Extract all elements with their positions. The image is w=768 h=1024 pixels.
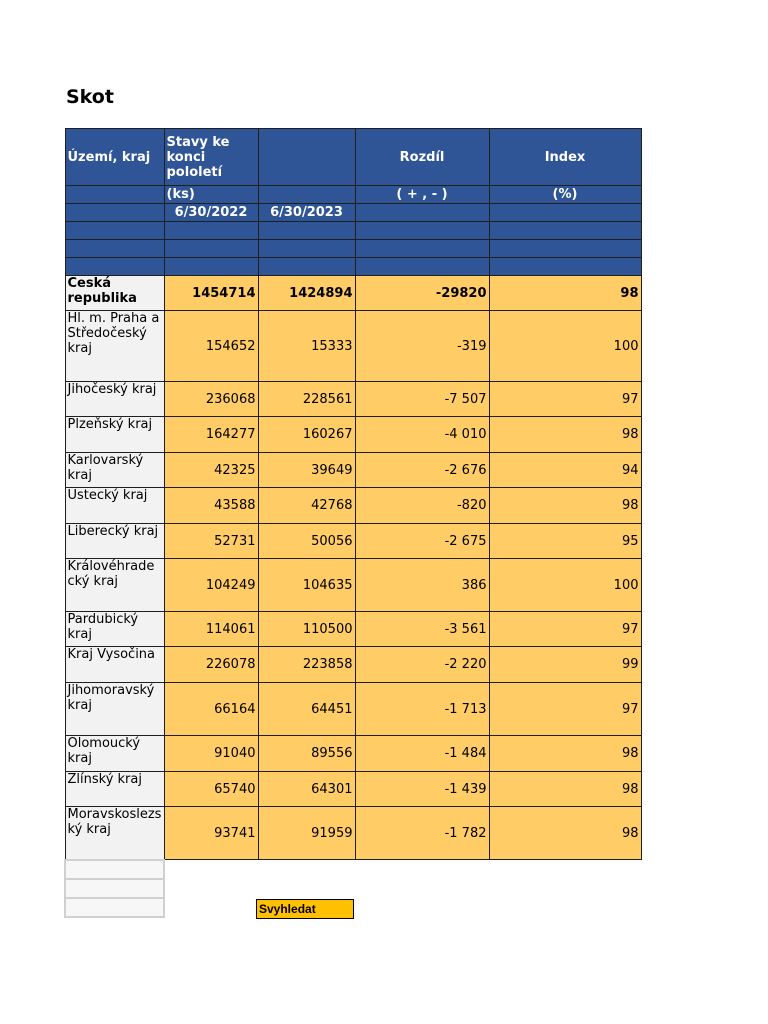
search-button[interactable]: Svyhledat <box>256 899 354 919</box>
cell-index: 98 <box>489 488 641 524</box>
cell-diff: -1 484 <box>355 736 489 772</box>
header-index: Index <box>489 129 641 186</box>
header-dates-row <box>65 204 641 222</box>
table-row <box>65 612 641 647</box>
table-row <box>65 453 641 488</box>
row-name: Jihomoravský kraj <box>65 683 164 736</box>
cell-index: 100 <box>489 311 641 382</box>
header-territory: Území, kraj <box>65 129 164 186</box>
cell-index: 98 <box>489 417 641 453</box>
header-empty <box>258 129 355 186</box>
empty-row <box>65 879 641 898</box>
cell-2023: 91959 <box>258 807 355 860</box>
cell-2022: 226078 <box>164 647 258 683</box>
header-stock: Stavy ke konci pololetí <box>164 129 258 186</box>
header-units-row <box>65 186 641 204</box>
header-unit-diff: ( + , - ) <box>355 186 489 204</box>
row-name: Královéhradecký kraj <box>65 559 164 612</box>
table-row <box>65 683 641 736</box>
header-spacer-row <box>65 222 641 240</box>
cell-2023: 110500 <box>258 612 355 647</box>
cell-2022: 164277 <box>164 417 258 453</box>
cell-index: 98 <box>489 276 641 311</box>
cell-2023: 223858 <box>258 647 355 683</box>
table-row <box>65 382 641 417</box>
cell-2022: 93741 <box>164 807 258 860</box>
table-row <box>65 559 641 612</box>
row-name: Zlínský kraj <box>65 772 164 807</box>
empty-row <box>65 860 641 879</box>
header-spacer-row <box>65 258 641 276</box>
row-name: Kraj Vysočina <box>65 647 164 683</box>
cell-2023: 64451 <box>258 683 355 736</box>
cell-2022: 42325 <box>164 453 258 488</box>
row-name: Karlovarský kraj <box>65 453 164 488</box>
cell-index: 99 <box>489 647 641 683</box>
table-row <box>65 276 641 311</box>
cell-diff: -2 220 <box>355 647 489 683</box>
empty-cell[interactable] <box>65 879 164 898</box>
cell-diff: -1 782 <box>355 807 489 860</box>
cell-diff: -319 <box>355 311 489 382</box>
cell-diff: -29820 <box>355 276 489 311</box>
cell-2022: 104249 <box>164 559 258 612</box>
row-name: Liberecký kraj <box>65 524 164 559</box>
table-row <box>65 647 641 683</box>
row-name: Ústecký kraj <box>65 488 164 524</box>
livestock-table <box>64 128 642 918</box>
cell-diff: -7 507 <box>355 382 489 417</box>
cell-2022: 114061 <box>164 612 258 647</box>
cell-diff: 386 <box>355 559 489 612</box>
table-row <box>65 417 641 453</box>
row-name: Moravskoslezský kraj <box>65 807 164 860</box>
cell-index: 98 <box>489 807 641 860</box>
header-row <box>65 129 641 186</box>
page-title: Skot <box>66 86 114 108</box>
table-row <box>65 736 641 772</box>
cell-diff: -1 713 <box>355 683 489 736</box>
cell-index: 97 <box>489 683 641 736</box>
row-name: Hl. m. Praha a Středočeský kraj <box>65 311 164 382</box>
cell-2022: 236068 <box>164 382 258 417</box>
table-row <box>65 311 641 382</box>
row-name: Pardubický kraj <box>65 612 164 647</box>
empty-cell[interactable] <box>65 898 164 917</box>
table-row <box>65 524 641 559</box>
cell-diff: -820 <box>355 488 489 524</box>
row-name: Plzeňský kraj <box>65 417 164 453</box>
table-row <box>65 772 641 807</box>
cell-diff: -3 561 <box>355 612 489 647</box>
cell-2023: 39649 <box>258 453 355 488</box>
table-row <box>65 488 641 524</box>
cell-diff: -1 439 <box>355 772 489 807</box>
row-name: Olomoucký kraj <box>65 736 164 772</box>
cell-index: 100 <box>489 559 641 612</box>
cell-2023: 42768 <box>258 488 355 524</box>
row-name: Jihočeský kraj <box>65 382 164 417</box>
cell-index: 97 <box>489 612 641 647</box>
cell-diff: -2 675 <box>355 524 489 559</box>
row-name: Česká republika <box>65 276 164 311</box>
cell-2022: 43588 <box>164 488 258 524</box>
cell-2023: 104635 <box>258 559 355 612</box>
cell-index: 95 <box>489 524 641 559</box>
cell-index: 98 <box>489 772 641 807</box>
cell-2022: 52731 <box>164 524 258 559</box>
header-spacer-row <box>65 240 641 258</box>
cell-2023: 15333 <box>258 311 355 382</box>
cell-2023: 64301 <box>258 772 355 807</box>
cell-diff: -4 010 <box>355 417 489 453</box>
cell-index: 94 <box>489 453 641 488</box>
cell-2023: 228561 <box>258 382 355 417</box>
cell-2022: 154652 <box>164 311 258 382</box>
header-diff: Rozdíl <box>355 129 489 186</box>
header-date-2022: 6/30/2022 <box>164 204 258 222</box>
cell-2023: 89556 <box>258 736 355 772</box>
header-unit-ks: (ks) <box>164 186 258 204</box>
cell-2022: 1454714 <box>164 276 258 311</box>
cell-index: 98 <box>489 736 641 772</box>
cell-2022: 91040 <box>164 736 258 772</box>
empty-cell[interactable] <box>65 860 164 879</box>
cell-index: 97 <box>489 382 641 417</box>
table-row <box>65 807 641 860</box>
cell-2022: 65740 <box>164 772 258 807</box>
cell-2023: 160267 <box>258 417 355 453</box>
cell-2023: 1424894 <box>258 276 355 311</box>
cell-2023: 50056 <box>258 524 355 559</box>
cell-diff: -2 676 <box>355 453 489 488</box>
header-unit-pct: (%) <box>489 186 641 204</box>
cell-2022: 66164 <box>164 683 258 736</box>
header-date-2023: 6/30/2023 <box>258 204 355 222</box>
